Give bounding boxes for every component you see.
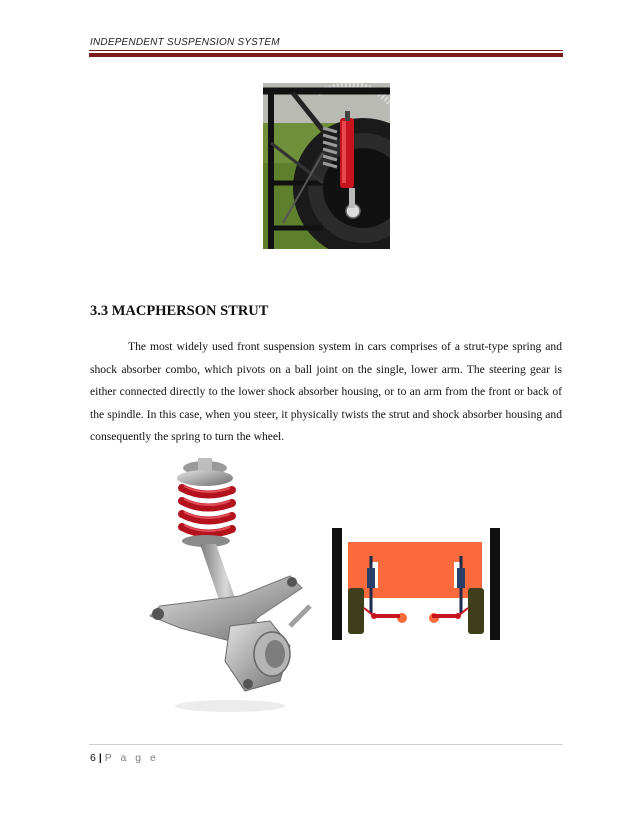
- header-title: INDEPENDENT SUSPENSION SYSTEM: [90, 37, 280, 48]
- section-paragraph: The most widely used front suspension system in cars comprises of a strut-type spring and shock absorber combo, which pivots on a ball joint on the single, lower arm. The steering gear is either connected directly to the lower shock absorber housing, or to an arm from the front or back of the spindle. In this case, when you steer, it physically twists the strut and shock absorber housing and consequently the spring to turn the wheel.: [90, 340, 562, 443]
- header-rule-thin: [89, 50, 563, 51]
- footer-separator: |: [98, 752, 102, 764]
- suspension-diagram: [330, 528, 502, 640]
- page-number: 6: [90, 752, 96, 764]
- page-footer: [90, 752, 159, 764]
- macpherson-strut-render: [140, 456, 320, 714]
- section-heading: 3.3 MACPHERSON STRUT: [90, 303, 269, 319]
- header-rule-thick: [89, 53, 563, 57]
- shock-absorber-photo: [263, 83, 390, 249]
- footer-rule: [89, 744, 563, 745]
- page-label: P a g e: [104, 752, 159, 764]
